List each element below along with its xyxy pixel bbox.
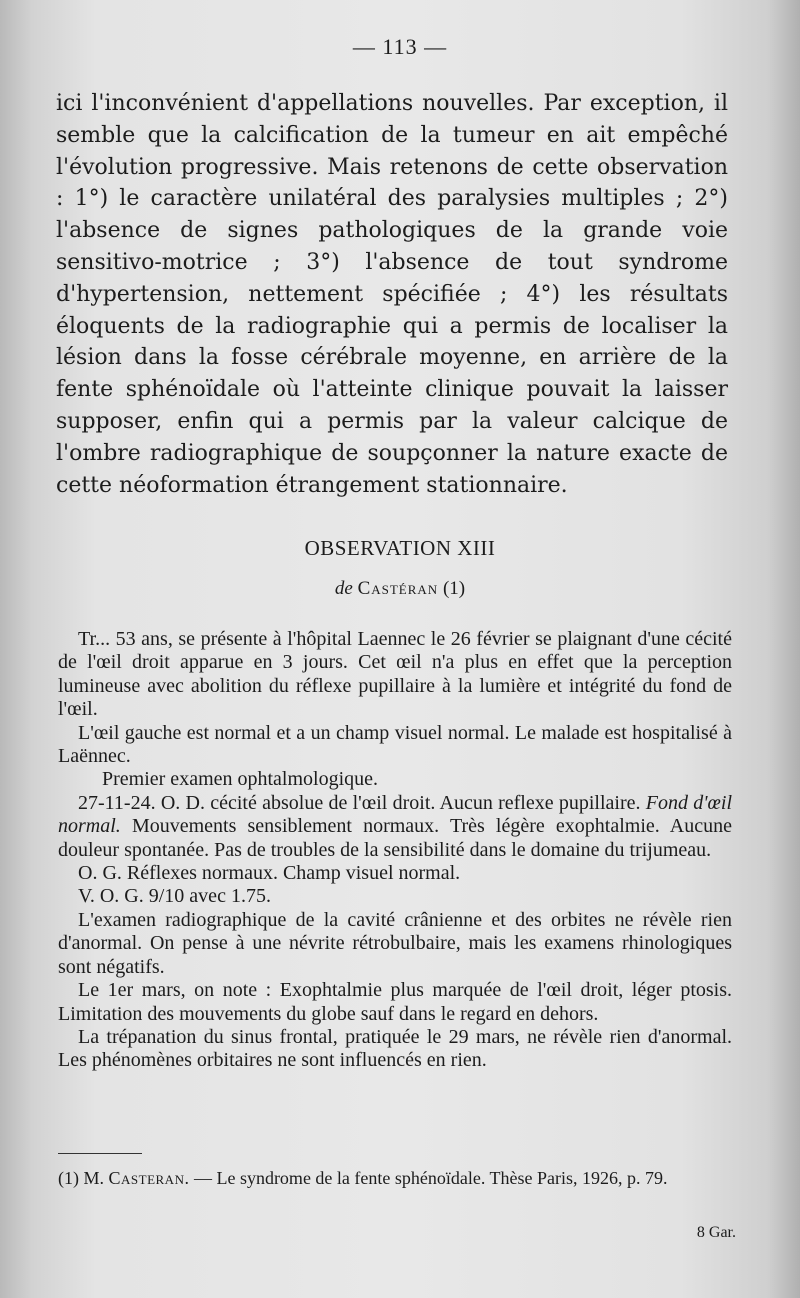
observation-title: OBSERVATION XIII <box>304 536 496 560</box>
author-name: Castéran <box>357 578 439 599</box>
observation-text <box>58 628 732 1073</box>
obs-paragraph: Tr... 53 ans, se présente à l'hôpital Laennec le 26 février se plaignant d'une cécité de l'œil droit apparue en 3 jours. Cet œil n'a plus en effet que la perception lumineuse avec abolition du réflexe pupillaire à la lumière et intégrité du fond de l'œil. <box>58 628 732 721</box>
obs-paragraph: L'œil gauche est normal et a un champ visuel normal. Le malade est hospitalisé à Laënnec. <box>58 721 732 768</box>
body-paragraph-block <box>56 88 728 501</box>
obs-paragraph: Le 1er mars, on note : Exophtalmie plus marquée de l'œil droit, léger ptosis. Limitation des mouvements du globe sauf dans le regard en dehors. <box>58 979 732 1025</box>
obs-paragraph: Premier examen ophtalmologique. <box>102 768 379 791</box>
obs-fundus-italic: Fond d'œil normal. <box>58 791 733 838</box>
obs-paragraph: La trépanation du sinus frontal, pratiquée le 29 mars, ne révèle rien d'anormal. Les phénomènes orbitaires ne sont influencés en rien. <box>58 1025 732 1072</box>
author-prefix: de <box>334 578 353 599</box>
obs-paragraph: L'examen radiographique de la cavité crânienne et des orbites ne révèle rien d'anormal. On pense à une névrite rétrobulbaire, mais les examens rhinologiques sont négatifs. <box>58 908 732 978</box>
obs-date-line: 27-11-24. O. D. cécité absolue de l'œil droit. Aucun reflexe pupillaire. <box>78 791 641 814</box>
author-footnote-ref: (1) <box>442 578 466 599</box>
footnote-marker: (1) M. <box>58 1168 104 1188</box>
footnote <box>58 1167 738 1189</box>
obs-paragraph <box>58 792 732 862</box>
obs-findings: Mouvements sensiblement normaux. Très légère exophtalmie. Aucune douleur spontanée. Pas de troubles de la sensibilité dans le domaine du trijumeau. <box>58 815 732 861</box>
observation-author <box>0 578 800 600</box>
obs-paragraph: V. O. G. 9/10 avec 1.75. <box>78 885 271 908</box>
footnote-text: — Le syndrome de la fente sphénoïdale. Thèse Paris, 1926, p. 79. <box>193 1168 668 1188</box>
footnote-rule <box>58 1153 142 1154</box>
body-paragraph: ici l'inconvénient d'appellations nouvelles. Par exception, il semble que la calcification de la tumeur en ait empêché l'évolution progressive. Mais retenons de cette observation : 1°) le caractère unilatéral des paralysies multiples ; 2°) l'absence de signes pathologiques de la grande voie sensitivo-motrice ; 3°) l'absence de tout syndrome d'hypertension, nettement spécifiée ; 4°) les résultats éloquents de la radiographie qui a permis de localiser la lésion dans la fosse cérébrale moyenne, en arrière de la fente sphénoïdale où l'atteinte clinique pouvait la laisser supposer, enfin qui a permis par la valeur calcique de l'ombre radiographique de soupçonner la nature exacte de cette néoformation étrangement stationnaire. <box>56 91 728 498</box>
obs-paragraph: O. G. Réflexes normaux. Champ visuel normal. <box>78 862 461 885</box>
page-number: — 113 — <box>352 34 448 59</box>
signature-mark: 8 Gar. <box>696 1224 736 1241</box>
footnote-author: Casteran. <box>108 1168 190 1188</box>
